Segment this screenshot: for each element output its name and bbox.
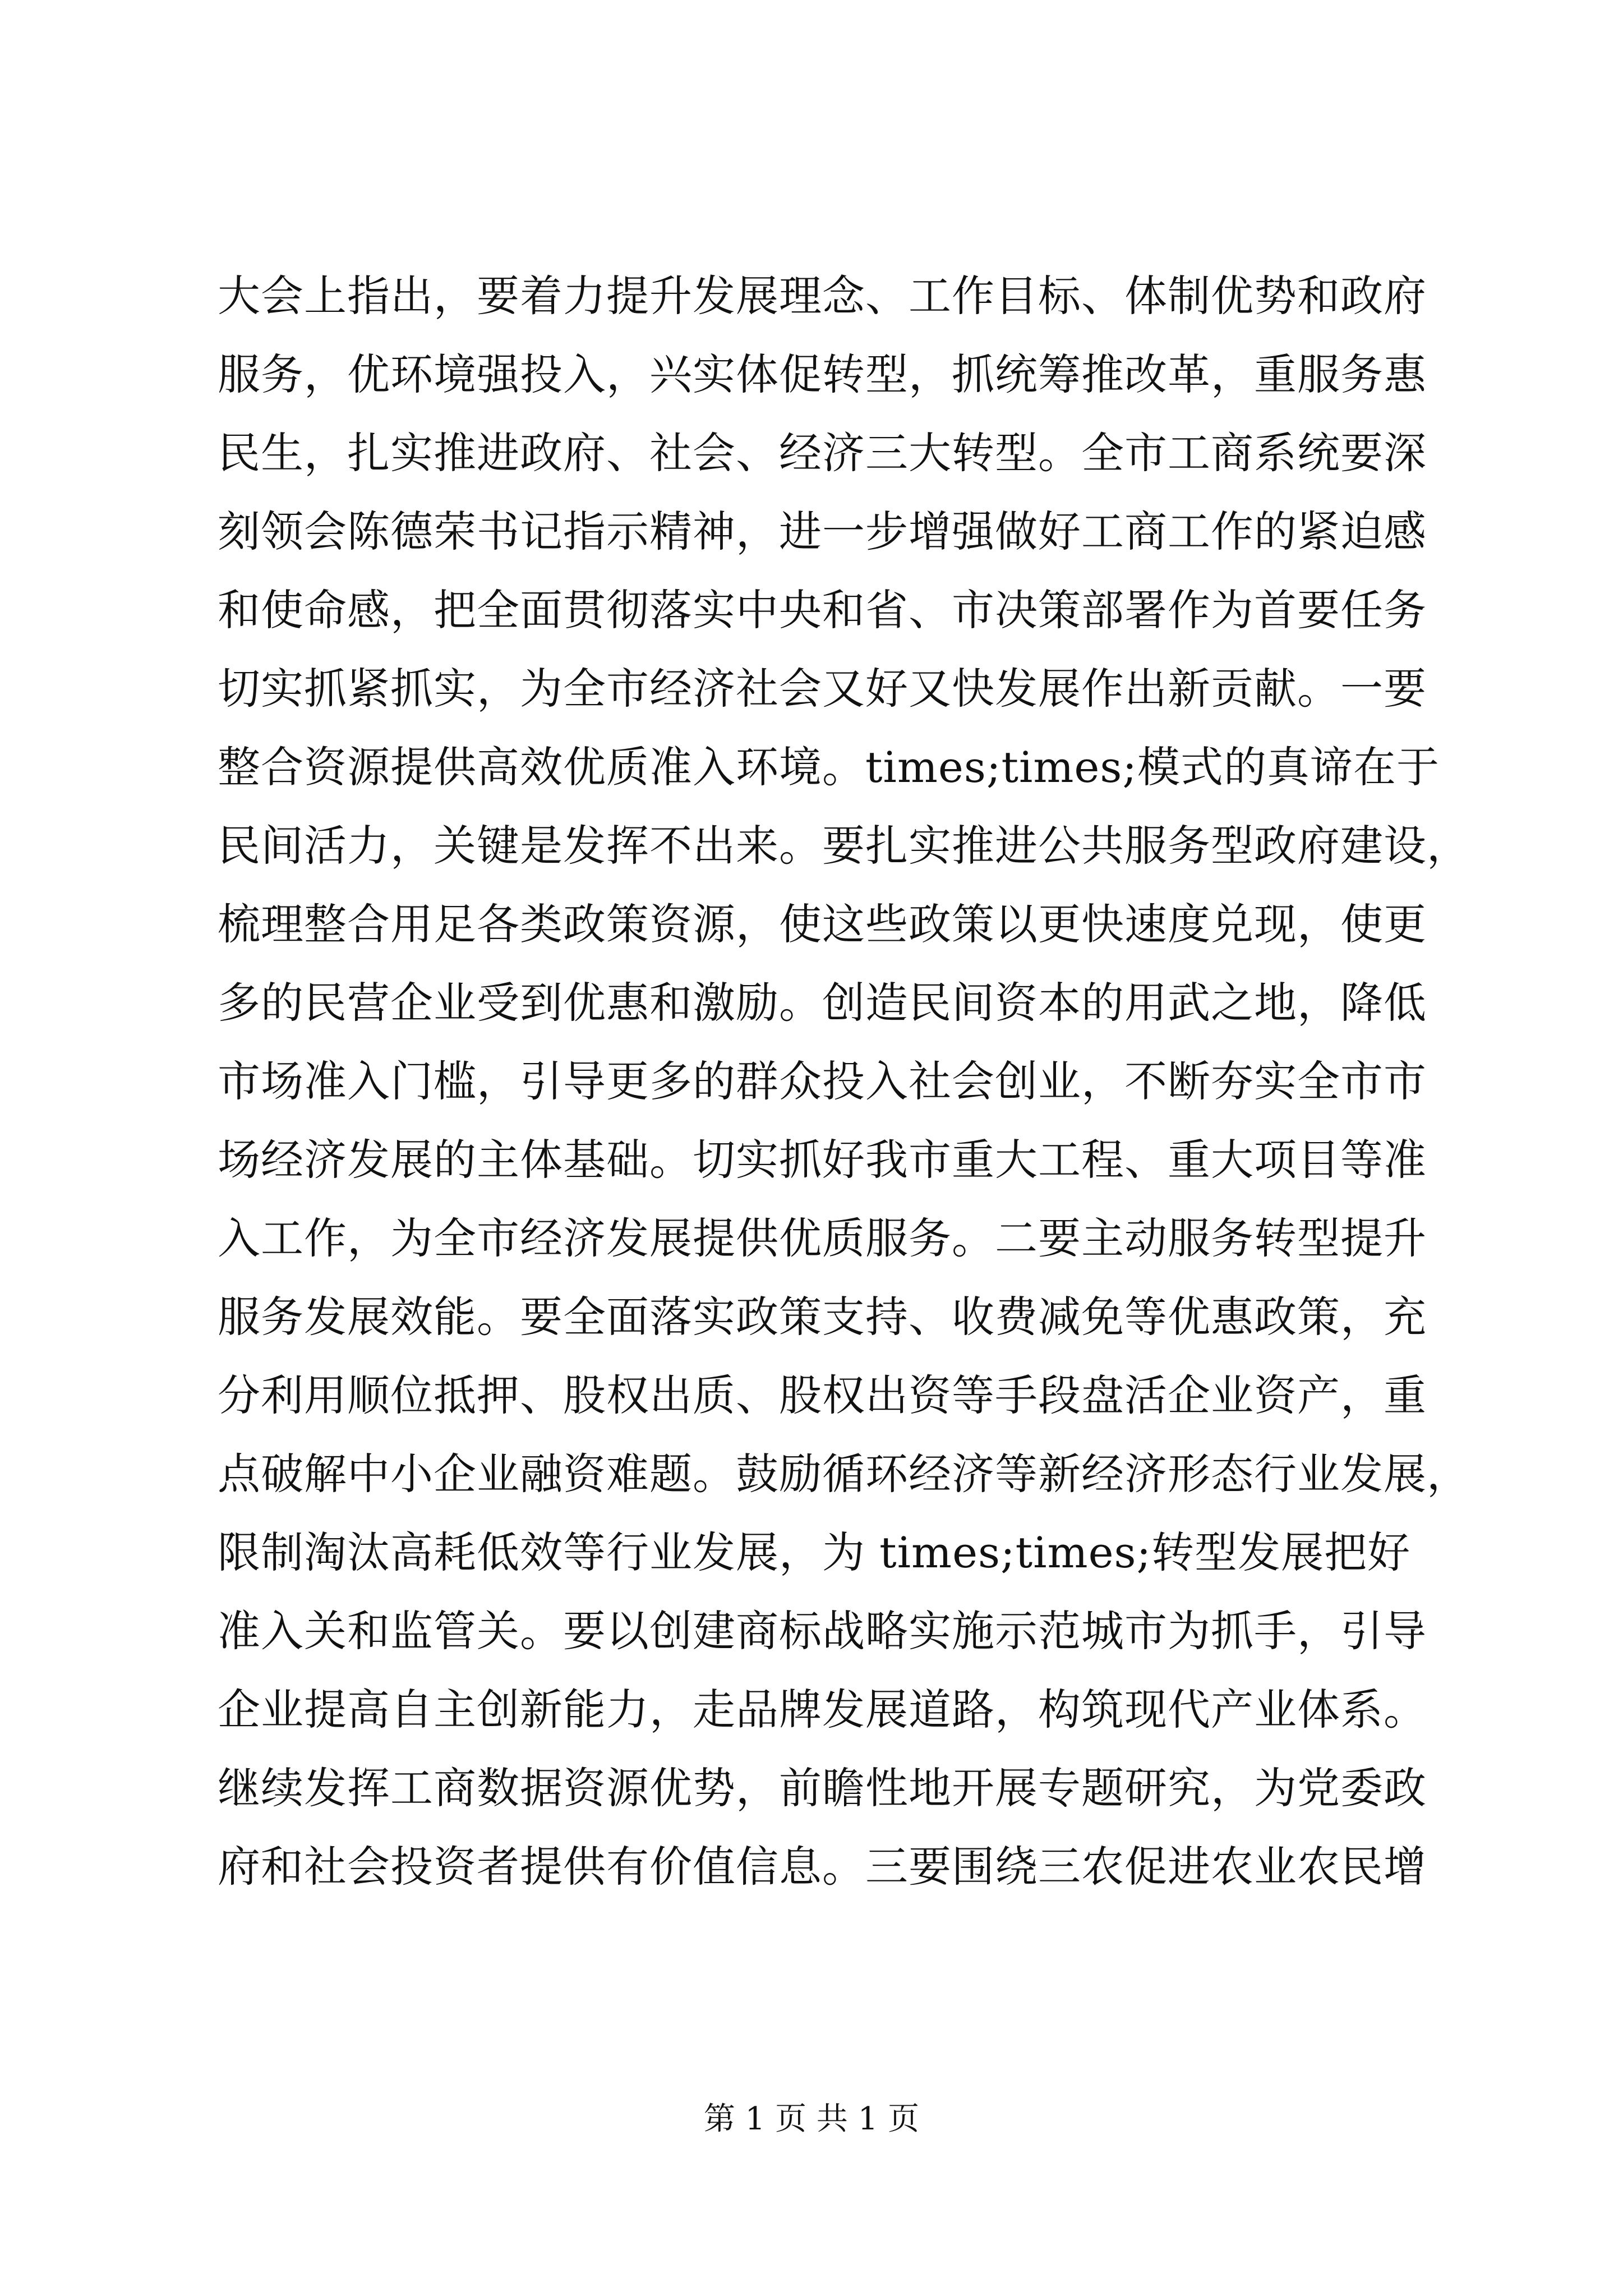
text-line: 和使命感，把全面贯彻落实中央和省、市决策部署作为首要任务	[218, 585, 1427, 635]
body-text	[218, 257, 1470, 1906]
text-line: 继续发挥工商数据资源优势，前瞻性地开展专题研究，为党委政	[218, 1763, 1427, 1813]
text-line: 服务，优环境强投入，兴实体促转型，抓统筹推改革，重服务惠	[218, 349, 1427, 399]
page-footer	[0, 2097, 1623, 2142]
text-line: 梳理整合用足各类政策资源，使这些政策以更快速度兑现，使更	[218, 899, 1427, 949]
text-line: 分利用顺位抵押、股权出质、股权出资等手段盘活企业资产，重	[218, 1370, 1427, 1420]
text-line: 民间活力，关键是发挥不出来。要扎实推进公共服务型政府建设，	[218, 821, 1470, 871]
text-line: 场经济发展的主体基础。切实抓好我市重大工程、重大项目等准	[218, 1135, 1427, 1185]
text-line: 多的民营企业受到优惠和激励。创造民间资本的用武之地，降低	[218, 978, 1427, 1028]
text-line: 民生，扎实推进政府、社会、经济三大转型。全市工商系统要深	[218, 428, 1427, 478]
text-line: 服务发展效能。要全面落实政策支持、收费减免等优惠政策，充	[218, 1292, 1427, 1342]
text-line: 入工作，为全市经济发展提供优质服务。二要主动服务转型提升	[218, 1213, 1427, 1263]
page-number-label: 第 1 页 共 1 页	[703, 2101, 920, 2137]
text-line: 府和社会投资者提供有价值信息。三要围绕三农促进农业农民增	[218, 1842, 1427, 1892]
text-line: 大会上指出，要着力提升发展理念、工作目标、体制优势和政府	[218, 271, 1427, 321]
text-line: 准入关和监管关。要以创建商标战略实施示范城市为抓手，引导	[218, 1606, 1427, 1656]
text-line: 企业提高自主创新能力，走品牌发展道路，构筑现代产业体系。	[218, 1685, 1427, 1734]
text-line: 限制淘汰高耗低效等行业发展，为 times;times;转型发展把好	[218, 1527, 1411, 1577]
text-line: 点破解中小企业融资难题。鼓励循环经济等新经济形态行业发展，	[218, 1449, 1470, 1499]
text-line: 整合资源提供高效优质准入环境。times;times;模式的真谛在于	[218, 742, 1440, 792]
text-line: 市场准入门槛，引导更多的群众投入社会创业，不断夯实全市市	[218, 1056, 1427, 1106]
text-line: 切实抓紧抓实，为全市经济社会又好又快发展作出新贡献。一要	[218, 664, 1427, 714]
text-line: 刻领会陈德荣书记指示精神，进一步增强做好工商工作的紧迫感	[218, 507, 1427, 556]
